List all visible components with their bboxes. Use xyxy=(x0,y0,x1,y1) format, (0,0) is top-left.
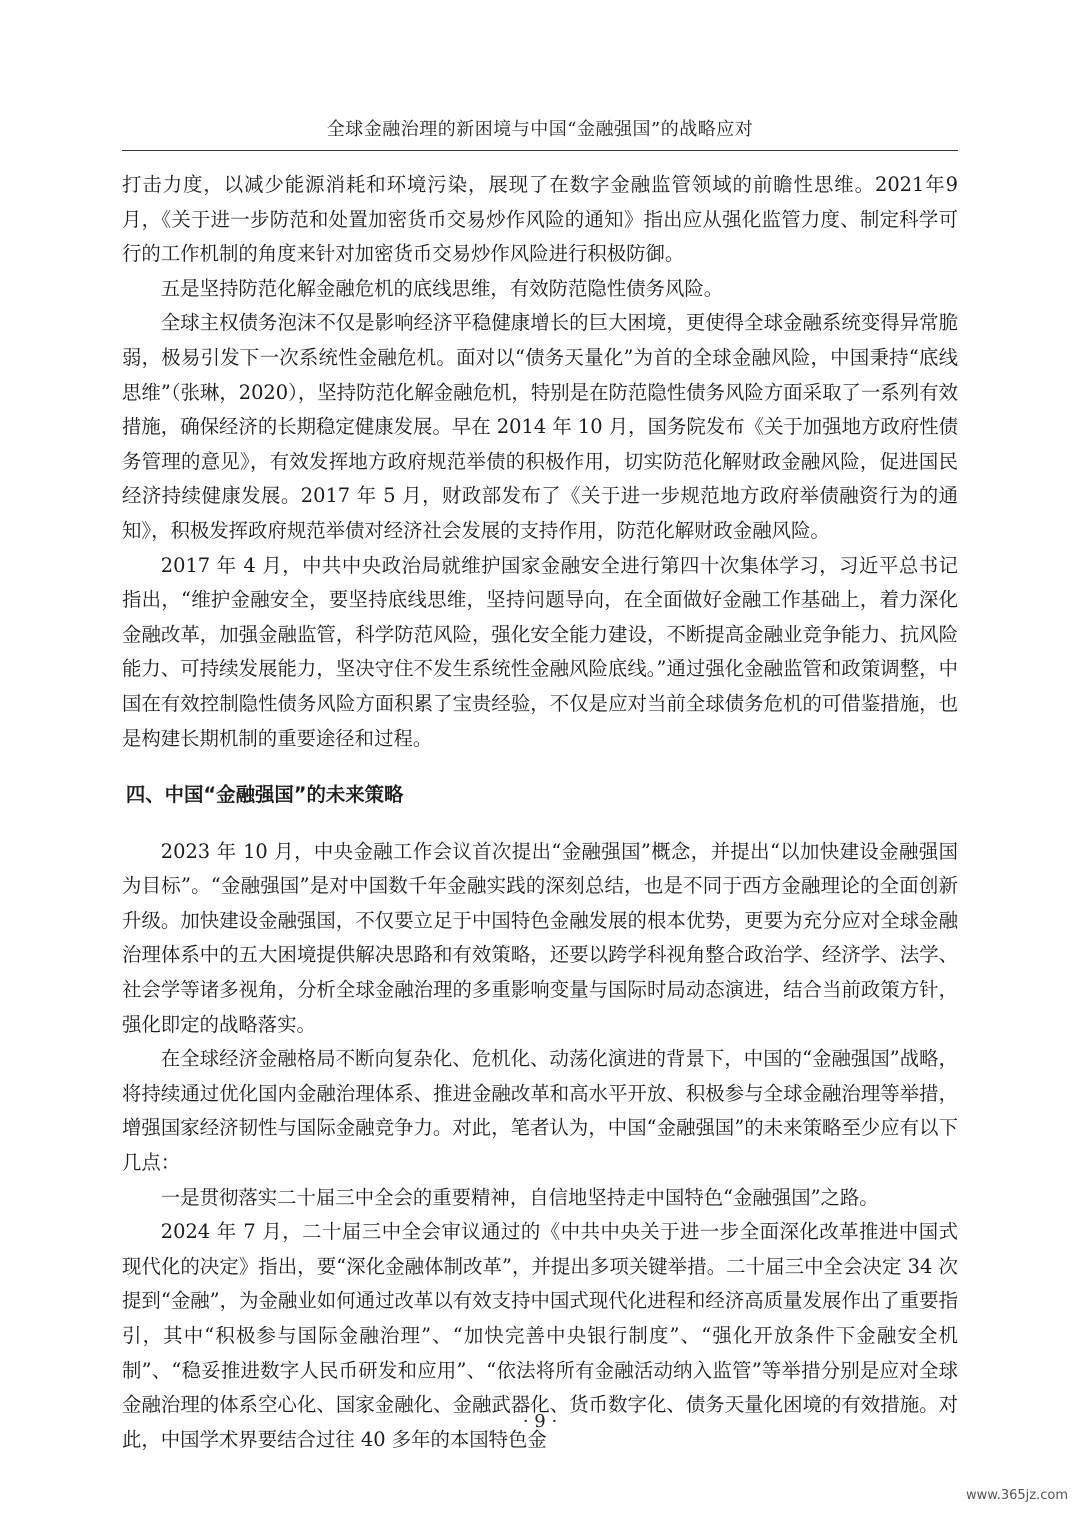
paragraph: 打击力度，以减少能源消耗和环境污染，展现了在数字金融监管领域的前瞻性思维。2021年9月，《关于进一步防范和处置加密货币交易炒作风险的通知》指出应从强化监管力度、制定科学可行的工作机制的角度来针对加密货币交易炒作风险进行积极防御。 xyxy=(122,173,958,266)
paragraph: 2023 年 10 月，中央金融工作会议首次提出“金融强国”概念，并提出“以加快建设金融强国为目标”。“金融强国”是对中国数千年金融实践的深刻总结，也是不同于西方金融理论的全面创新升级。加快建设金融强国，不仅要立足于中国特色金融发展的根本优势，更要为充分应对全球金融治理体系中的五大困境提供解决思路和有效策略，还要以跨学科视角整合政治学、经济学、法学、社会学等诸多视角，分析全球金融治理的多重影响变量与国际时局动态演进，结合当前政策方针，强化即定的战略落实。 xyxy=(122,839,958,1036)
section-heading: 四、中国“金融强国”的未来策略 xyxy=(125,783,404,807)
paragraph: 2024 年 7 月，二十届三中全会审议通过的《中共中央关于进一步全面深化改革推进中国式现代化的决定》指出，要“深化金融体制改革”，并提出多项关键举措。二十届三中全会决定 34 次提到“金融”，为金融业如何通过改革以有效支持中国式现代化进程和经济高质量发展作出了重要指引，其中“积极参与国际金融治理”、“加快完善中央银行制度”、“强化开放条件下金融安全机制”、“稳妥推进数字人民币研发和应用”、“依法将所有金融活动纳入监管”等举措分别是应对全球金融治理的体系空心化、国家金融化、金融武器化、货币数字化、债务天量化困境的有效措施。对此，中国学术界要结合过往 40 多年的本国特色金 xyxy=(122,1220,958,1451)
body-text xyxy=(122,168,958,1457)
paragraph: 五是坚持防范化解金融危机的底线思维，有效防范隐性债务风险。 xyxy=(160,276,724,300)
paragraph: 全球主权债务泡沫不仅是影响经济平稳健康增长的巨大困境，更使得全球金融系统变得异常脆弱，极易引发下一次系统性金融危机。面对以“债务天量化”为首的全球金融风险，中国秉持“底线思维”（张琳，2020），坚持防范化解金融危机，特别是在防范隐性债务风险方面采取了一系列有效措施，确保经济的长期稳定健康发展。早在 2014 年 10 月，国务院发布《关于加强地方政府性债务管理的意见》，有效发挥地方政府规范举债的积极作用，切实防范化解财政金融风险，促进国民经济持续健康发展。2017 年 5 月，财政部发布了《关于进一步规范地方政府举债融资行为的通知》，积极发挥政府规范举债对经济社会发展的支持作用，防范化解财政金融风险。 xyxy=(122,311,958,542)
paragraph: 一是贯彻落实二十届三中全会的重要精神，自信地坚持走中国特色“金融强国”之路。 xyxy=(160,1185,879,1209)
running-header: 全球金融治理的新困境与中国“金融强国”的战略应对 xyxy=(326,119,754,140)
paragraph: 2017 年 4 月，中共中央政治局就维护国家金融安全进行第四十次集体学习，习近平总书记指出，“维护金融安全，要坚持底线思维，坚持问题导向，在全面做好金融工作基础上，着力深化金融改革，加强金融监管，科学防范风险，强化安全能力建设，不断提高金融业竞争能力、抗风险能力、可持续发展能力，坚决守住不发生系统性金融风险底线。”通过强化金融监管和政策调整，中国在有效控制隐性债务风险方面积累了宝贵经验，不仅是应对当前全球债务危机的可借鉴措施，也是构建长期机制的重要途径和过程。 xyxy=(122,553,958,750)
paragraph: 在全球经济金融格局不断向复杂化、危机化、动荡化演进的背景下，中国的“金融强国”战略，将持续通过优化国内金融治理体系、推进金融改革和高水平开放、积极参与全球金融治理等举措，增强国家经济韧性与国际金融竞争力。对此，笔者认为，中国“金融强国”的未来策略至少应有以下几点： xyxy=(122,1047,958,1175)
header-rule xyxy=(122,150,958,151)
page-number: · 9 · xyxy=(522,1411,558,1432)
watermark: www.365jz.com xyxy=(962,1486,1072,1505)
